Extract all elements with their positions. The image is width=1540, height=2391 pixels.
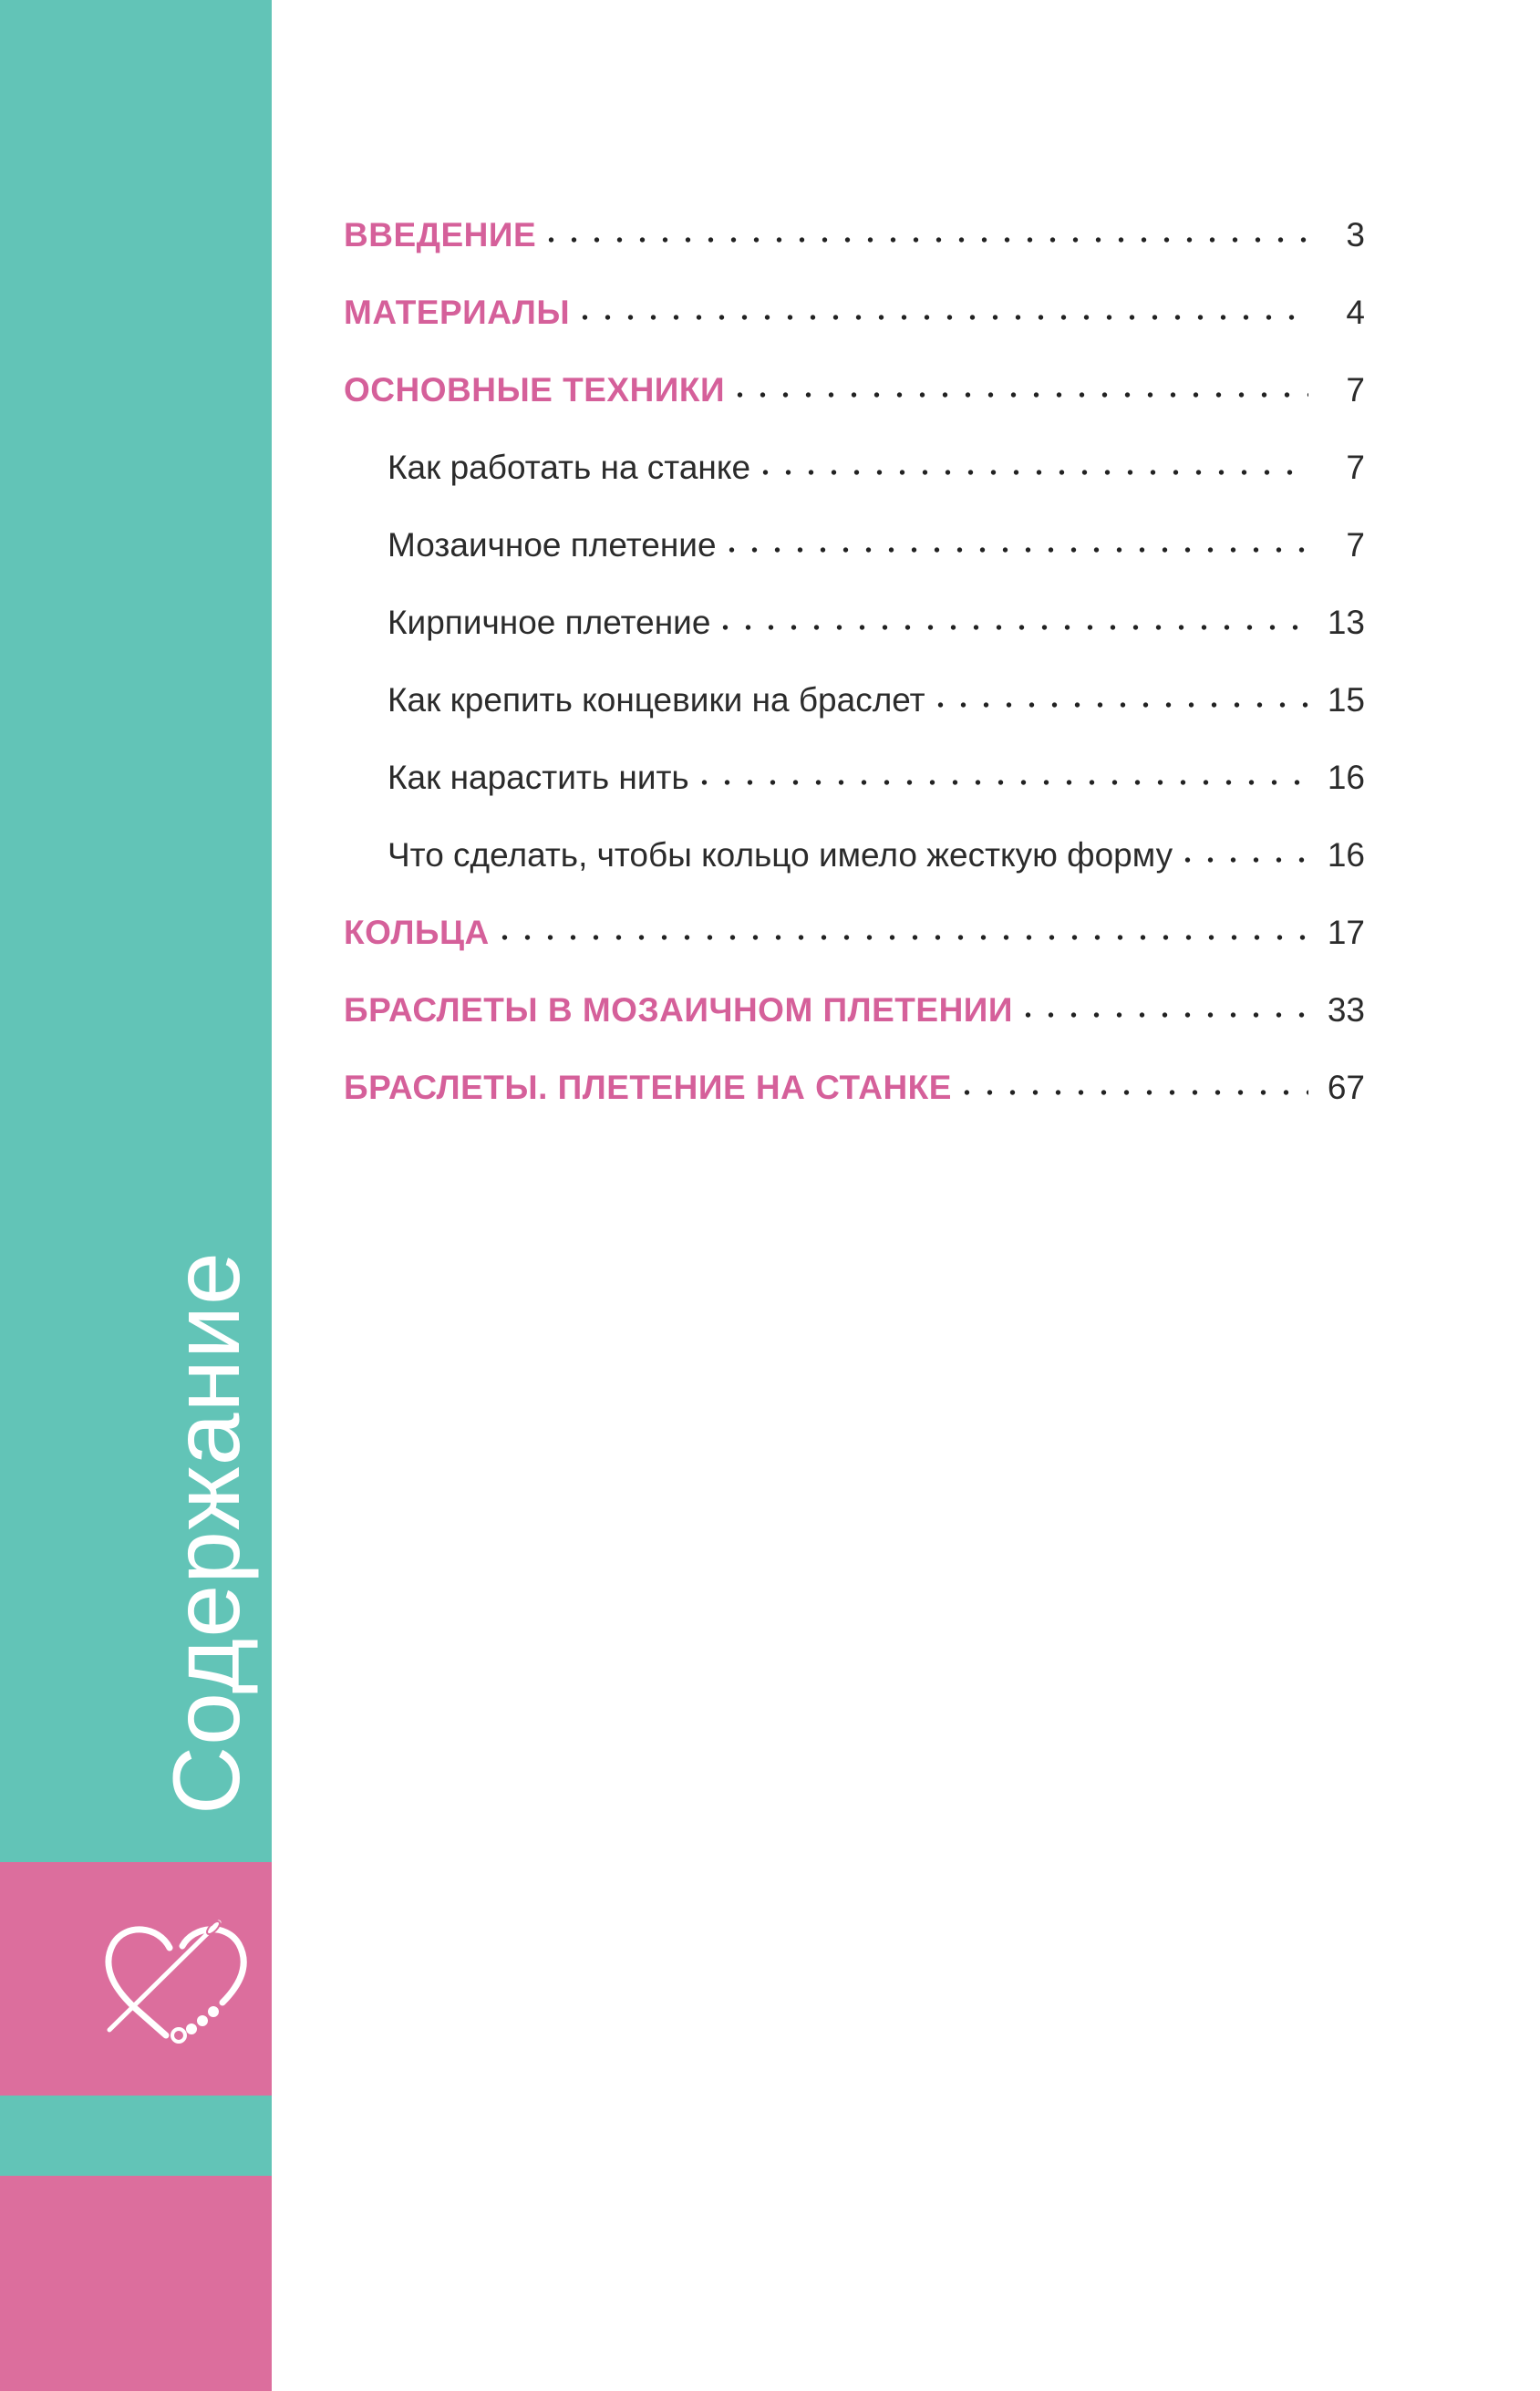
dot-leader (720, 547, 1308, 553)
page-title: Содержание (154, 1251, 260, 1815)
toc-page-number: 13 (1327, 603, 1365, 641)
toc-page-number: 15 (1327, 680, 1365, 719)
toc-entry-title: Как работать на станке (344, 449, 750, 487)
dot-leader (956, 1090, 1308, 1095)
toc-page-number: 7 (1346, 448, 1365, 486)
toc-subsection-item[interactable] (344, 661, 1365, 739)
toc-section-item[interactable] (344, 894, 1365, 971)
toc-subsection-item[interactable] (344, 506, 1365, 584)
toc-page-number: 7 (1346, 370, 1365, 409)
toc-entry-title: Что сделать, чтобы кольцо имело жесткую форму (344, 836, 1173, 875)
toc-subsection-item[interactable] (344, 429, 1365, 506)
toc-entry-title: БРАСЛЕТЫ В МОЗАИЧНОМ ПЛЕТЕНИИ (344, 990, 1013, 1029)
toc-section-item[interactable] (344, 196, 1365, 274)
table-of-contents (344, 196, 1365, 1126)
dot-leader (540, 237, 1308, 243)
toc-section-item[interactable] (344, 274, 1365, 351)
dot-leader (754, 470, 1308, 475)
toc-section-item[interactable] (344, 971, 1365, 1049)
toc-entry-title: Как нарастить нить (344, 759, 689, 797)
bottom-accent-block (0, 2176, 272, 2391)
dot-leader (1176, 857, 1308, 863)
dot-leader (714, 625, 1308, 630)
toc-page-number: 3 (1346, 215, 1365, 254)
dot-leader (693, 780, 1308, 785)
dot-leader (574, 315, 1308, 320)
toc-entry-title: ВВЕДЕНИЕ (344, 215, 537, 254)
toc-entry-title: Как крепить концевики на браслет (344, 681, 925, 719)
toc-subsection-item[interactable] (344, 584, 1365, 661)
heart-needle-icon (98, 1913, 253, 2050)
toc-entry-title: Мозаичное плетение (344, 526, 717, 564)
toc-page-number: 33 (1327, 990, 1365, 1029)
toc-page-number: 16 (1327, 758, 1365, 796)
dot-leader (1017, 1012, 1308, 1018)
toc-subsection-item[interactable] (344, 816, 1365, 894)
toc-page-number: 17 (1327, 913, 1365, 951)
toc-page-number: 67 (1327, 1068, 1365, 1106)
toc-page-number: 4 (1346, 293, 1365, 331)
toc-subsection-item[interactable] (344, 739, 1365, 816)
dot-leader (493, 935, 1308, 940)
toc-page-number: 16 (1327, 835, 1365, 874)
toc-entry-title: МАТЕРИАЛЫ (344, 293, 571, 331)
toc-section-item[interactable] (344, 351, 1365, 429)
toc-section-item[interactable] (344, 1049, 1365, 1126)
toc-entry-title: БРАСЛЕТЫ. ПЛЕТЕНИЕ НА СТАНКЕ (344, 1068, 952, 1106)
toc-entry-title: ОСНОВНЫЕ ТЕХНИКИ (344, 370, 726, 409)
toc-page-number: 7 (1346, 525, 1365, 564)
dot-leader (729, 392, 1308, 398)
dot-leader (929, 702, 1308, 708)
toc-entry-title: КОЛЬЦА (344, 913, 490, 951)
toc-entry-title: Кирпичное плетение (344, 604, 710, 642)
